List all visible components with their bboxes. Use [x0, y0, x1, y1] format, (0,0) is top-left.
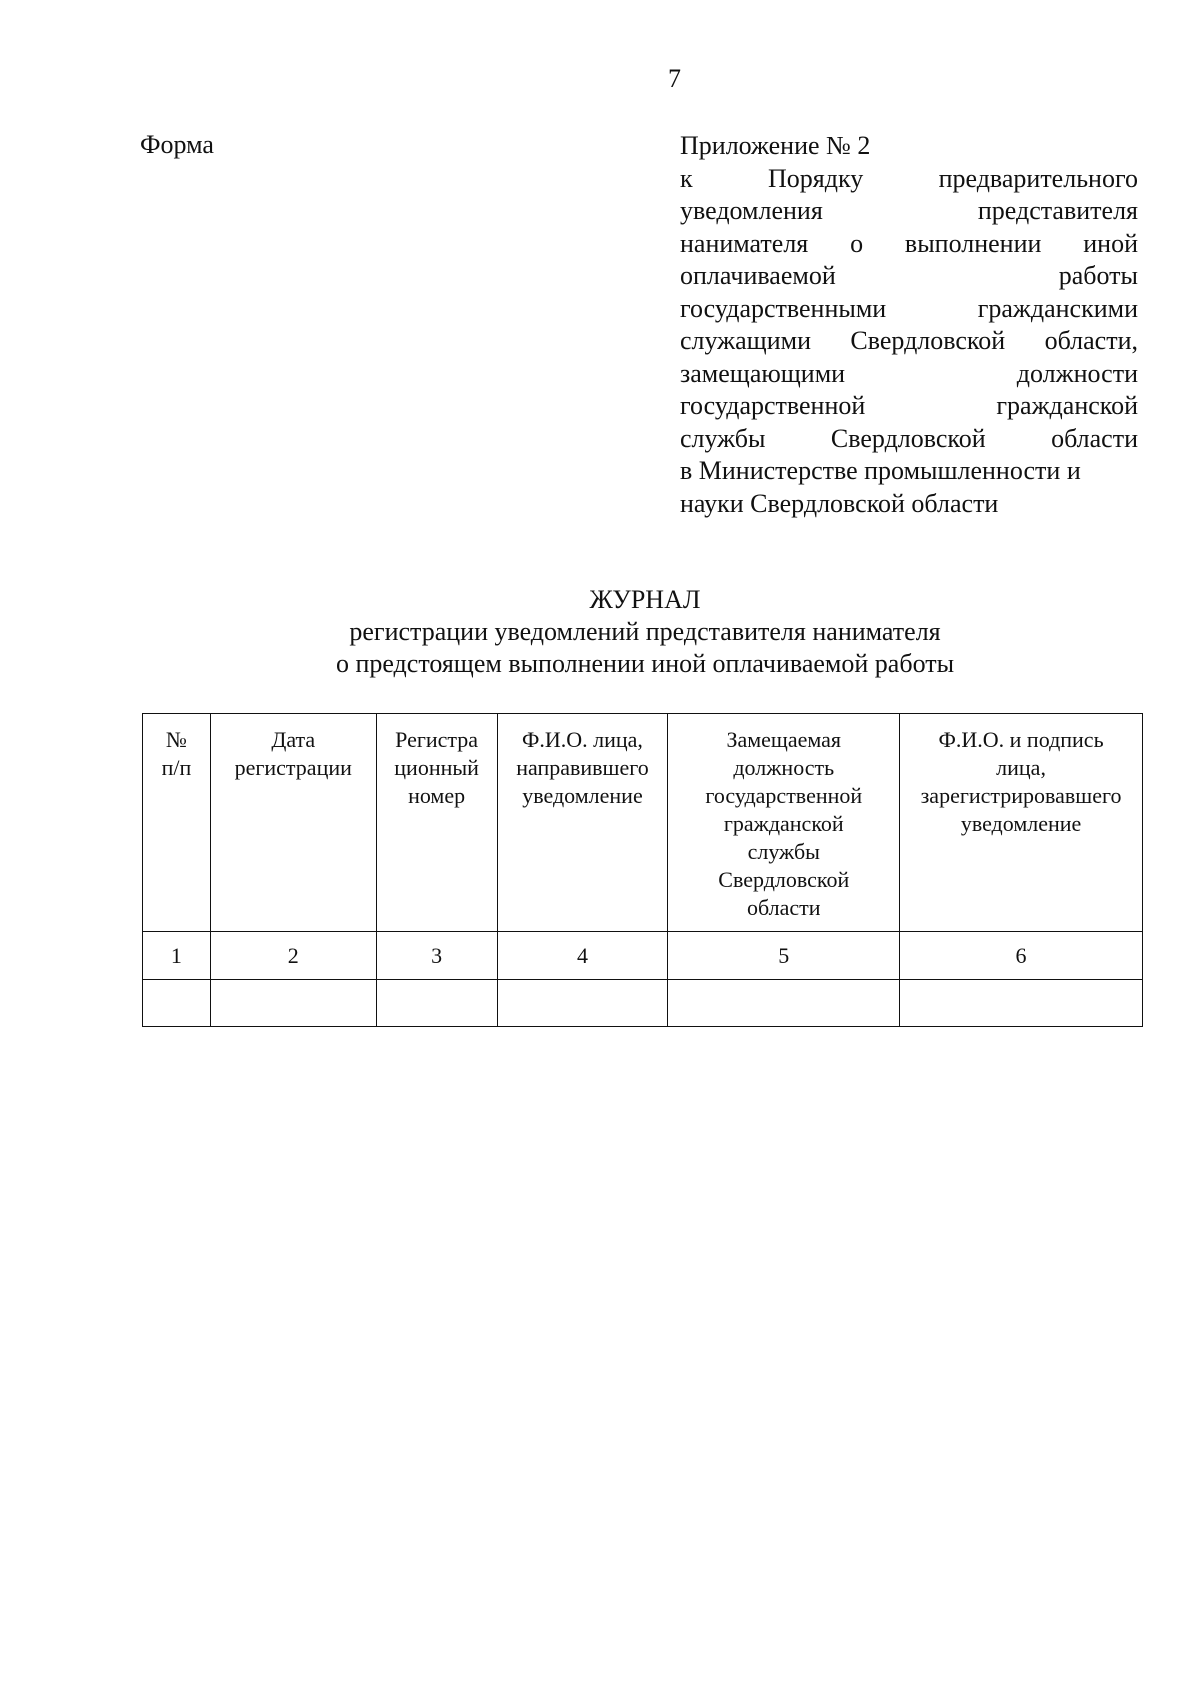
column-number-cell: 2: [210, 932, 376, 980]
header-cell-line: Ф.И.О. и подпись: [938, 727, 1104, 752]
appendix-title: Приложение № 2: [680, 131, 871, 160]
form-label: Форма: [140, 130, 214, 159]
header-cell-line: гражданской: [723, 811, 844, 836]
header-cell-line: области: [746, 895, 821, 920]
empty-cell: [210, 980, 376, 1027]
header-cell-line: службы: [747, 839, 820, 864]
header-cell-sender-name: [497, 714, 668, 932]
column-number-cell: 1: [143, 932, 211, 980]
header-cell-line: Дата: [271, 727, 316, 752]
appendix-line: государственными гражданскими: [680, 293, 1138, 323]
empty-cell: [497, 980, 668, 1027]
appendix-line: нанимателя о выполнении иной: [680, 228, 1138, 258]
header-cell-line: должность: [733, 755, 835, 780]
table-row: [143, 932, 1143, 980]
column-number-cell: 5: [668, 932, 900, 980]
empty-cell: [376, 980, 497, 1027]
header-cell-line: регистрации: [234, 755, 352, 780]
appendix-line: в Министерстве промышленности и: [680, 456, 1081, 485]
appendix-line: государственной гражданской: [680, 391, 1138, 420]
appendix-line: служащими Свердловской области,: [680, 326, 1138, 355]
page-number: 7: [668, 64, 681, 93]
header-cell-line: ционный: [394, 755, 479, 780]
appendix-line: науки Свердловской области: [680, 488, 999, 518]
header-cell-registrar: [900, 714, 1143, 932]
table-header-row: [143, 714, 1143, 932]
header-cell-line: номер: [408, 783, 466, 808]
column-number-cell: 4: [497, 932, 668, 980]
header-cell-line: №: [165, 727, 187, 752]
header-cell-position: [668, 714, 900, 932]
header-cell-line: п/п: [161, 755, 192, 780]
column-number-cell: 3: [376, 932, 497, 980]
appendix-line: службы Свердловской области: [680, 423, 1138, 453]
header-cell-line: Регистра: [395, 727, 479, 752]
registration-table: [142, 713, 1143, 1027]
appendix-line: уведомления представителя: [680, 196, 1138, 225]
header-cell-line: зарегистрировавшего: [920, 783, 1122, 808]
appendix-line: оплачиваемой работы: [680, 261, 1138, 290]
appendix-line: к Порядку предварительного: [680, 163, 1138, 193]
appendix-block: [680, 130, 1138, 520]
empty-cell: [668, 980, 900, 1027]
table-row: [143, 980, 1143, 1027]
header-cell-line: Ф.И.О. лица,: [521, 727, 643, 752]
header-cell-reg-number: [376, 714, 497, 932]
header-cell-line: Свердловской: [718, 867, 850, 892]
header-cell-line: лица,: [996, 755, 1046, 780]
header-cell-line: направившего: [516, 755, 649, 780]
header-cell-line: уведомление: [522, 783, 643, 808]
empty-cell: [143, 980, 211, 1027]
journal-title: ЖУРНАЛ: [589, 585, 701, 614]
header-cell-number: [143, 714, 211, 932]
header-cell-date: [210, 714, 376, 932]
journal-subtitle-line1: регистрации уведомлений представителя нанимателя: [349, 617, 941, 646]
header-cell-line: государственной: [705, 783, 863, 808]
header-cell-line: Замещаемая: [726, 727, 842, 752]
appendix-line: замещающими должности: [680, 358, 1138, 388]
journal-header: [0, 584, 1200, 680]
journal-subtitle-line2: о предстоящем выполнении иной оплачиваемой работы: [335, 649, 955, 678]
column-number-cell: 6: [900, 932, 1143, 980]
header-cell-line: уведомление: [960, 811, 1082, 836]
empty-cell: [900, 980, 1143, 1027]
appendix-text: [680, 163, 1138, 521]
